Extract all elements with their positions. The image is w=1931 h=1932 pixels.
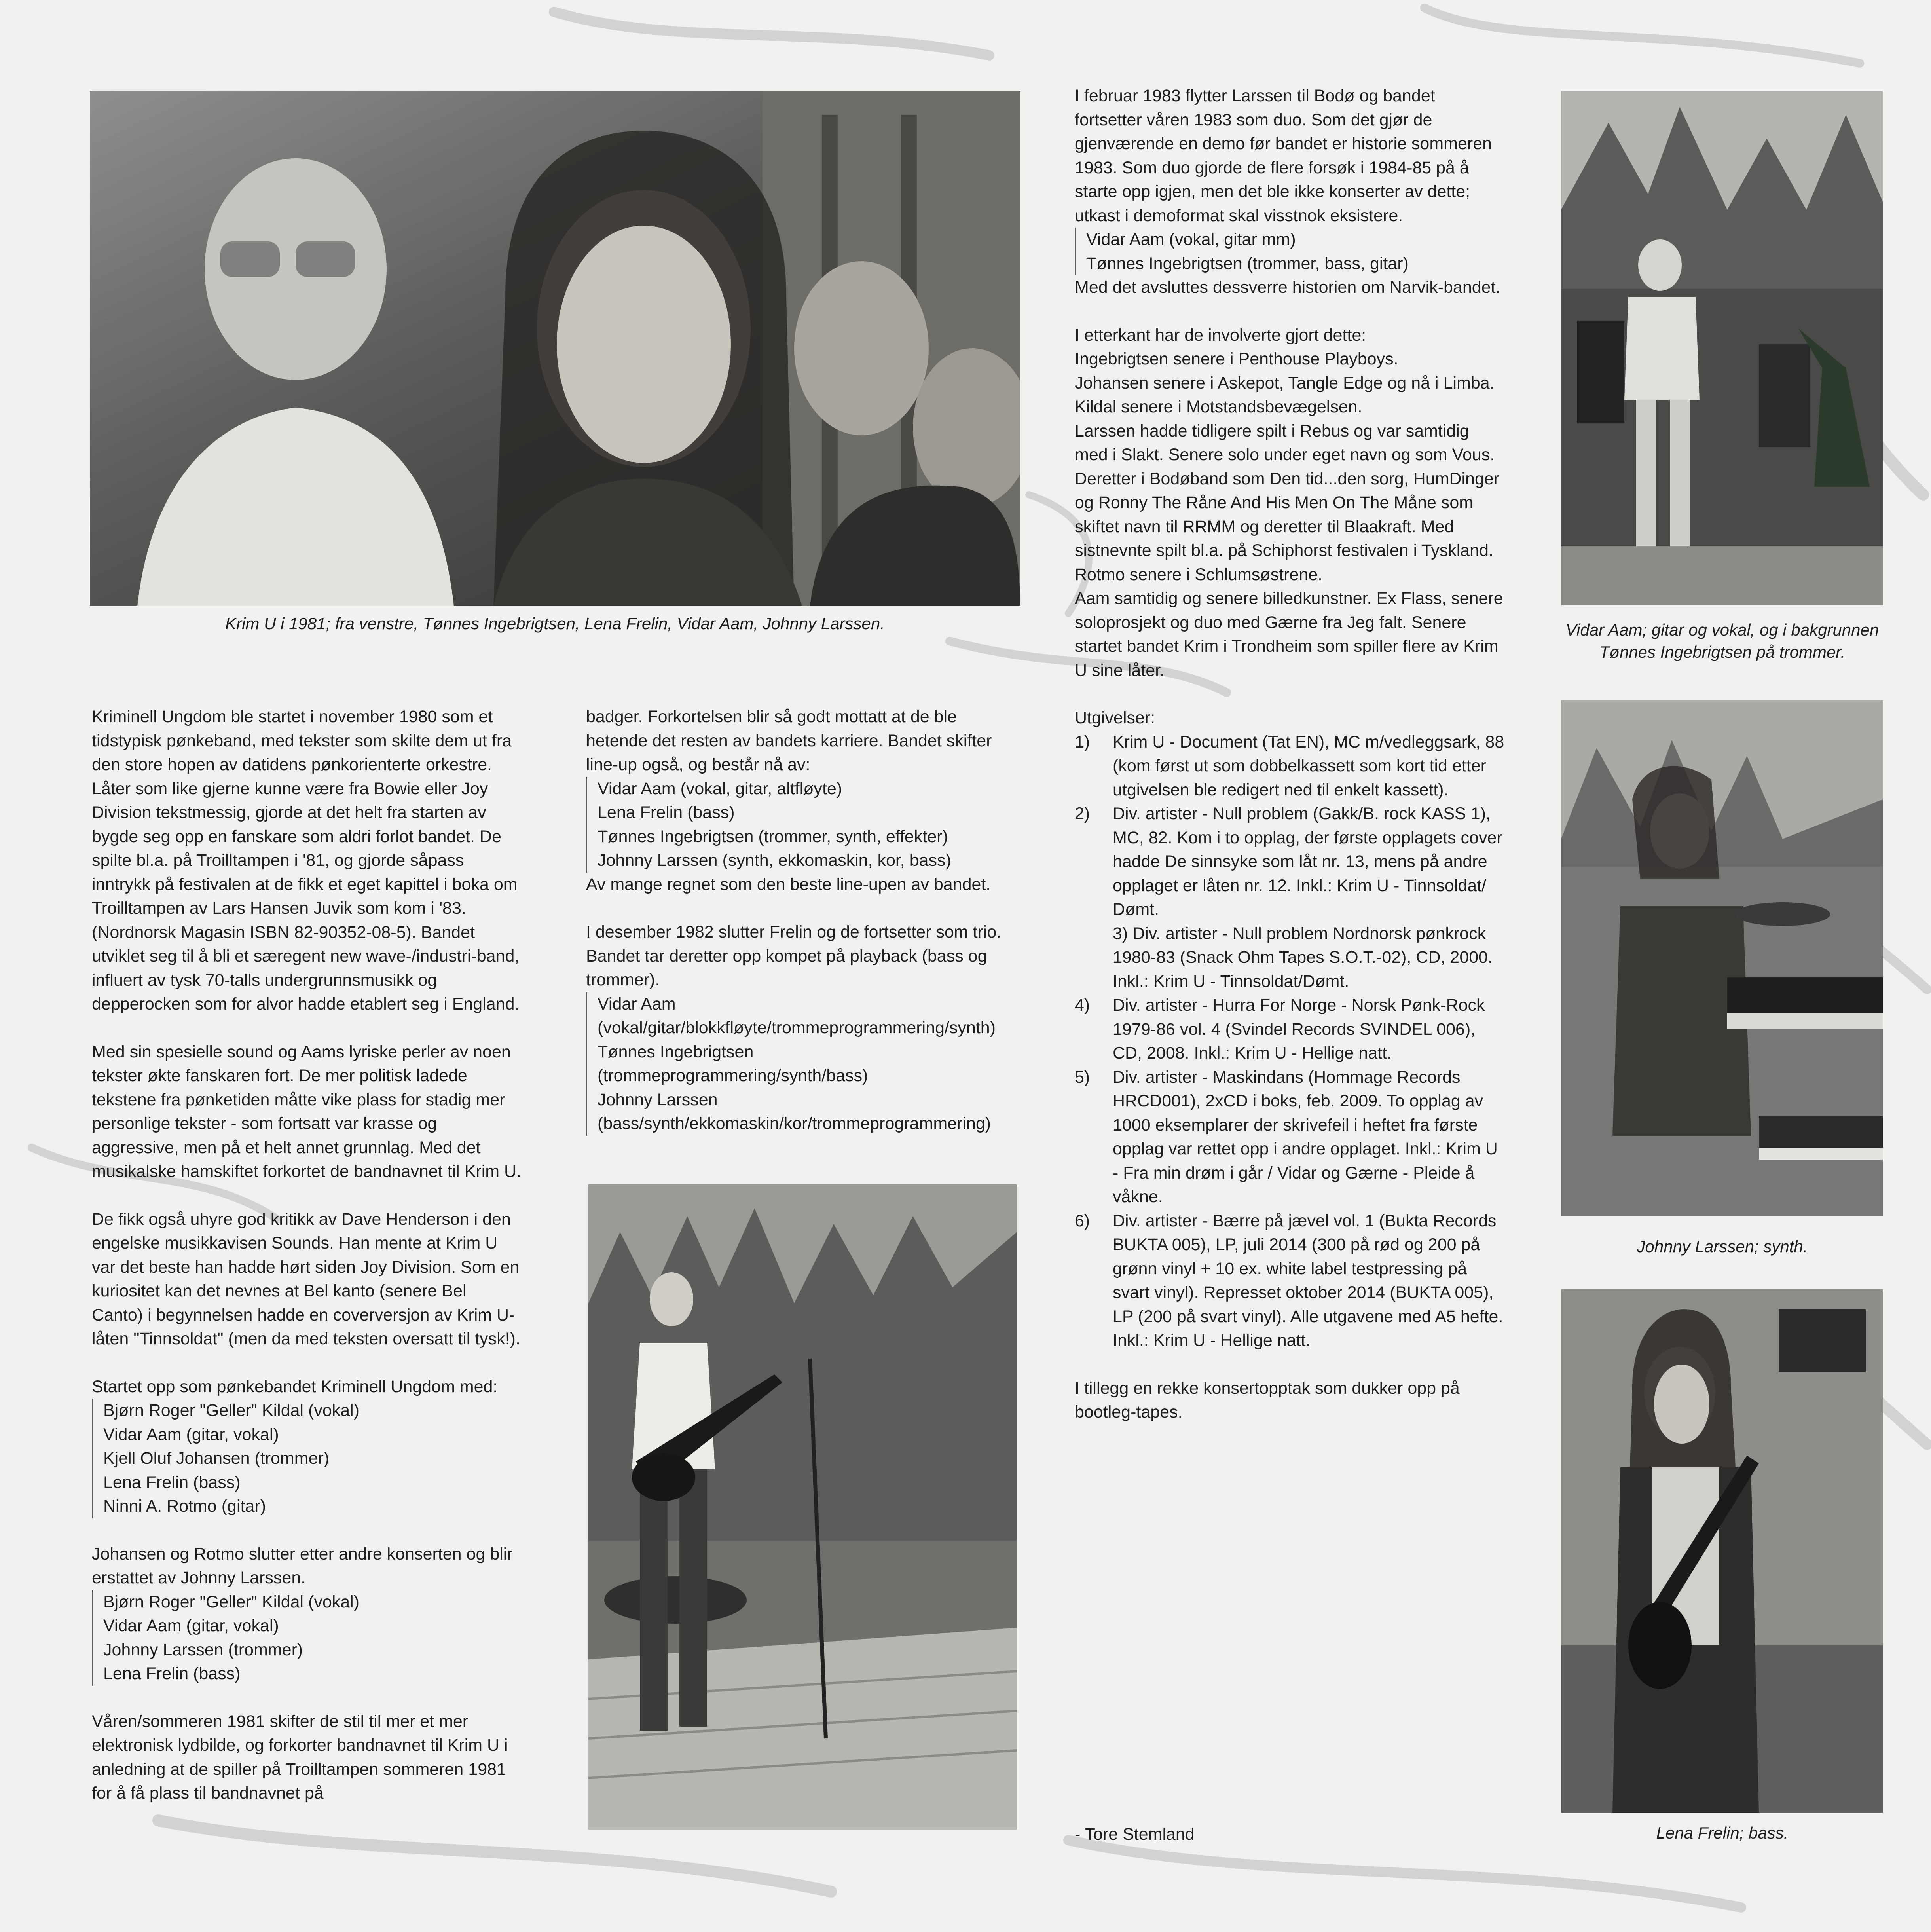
release-item: 2) Div. artister - Null problem (Gakk/B. rock KASS 1), MC, 82. Kom i to opplag, der første opplagets cover hadde De sinnsyke som låt nr. 13, mens på andre opplaget er låten nr. 12. Inkl.: Krim U - Tinnsoldat/ Dømt. (1075, 804, 1502, 919)
lineup-3-list (586, 777, 1017, 873)
lineup-1-list (92, 1399, 521, 1518)
lena-bass-photo (1561, 1289, 1883, 1813)
aftermath-line: Rotmo senere i Schlumsøstrene. (1075, 565, 1323, 584)
aftermath-line: Johansen senere i Askepot, Tangle Edge og nå i Limba. (1075, 373, 1495, 393)
history-end-note: Med det avsluttes dessverre historien om Narvik-bandet. (1075, 278, 1500, 297)
badges-paragraph: badger. Forkortelsen blir så godt mottatt at de ble hetende det resten av bandets karriere. Bandet skifter line-up også, og består nå av: (586, 707, 992, 774)
release-item: 6) Div. artister - Bærre på jævel vol. 1 (Bukta Records BUKTA 005), LP, juli 2014 (300 på rød og 200 på grønn vinyl + 10 ex. white label testpressing på svart vinyl). Represset oktober 2014 (BUKTA 005), LP (200 på svart vinyl). Alle utgavene med A5 hefte. Inkl.: Krim U - Hellige natt. (1075, 1211, 1503, 1350)
lineup-4-member: Vidar Aam (vokal/gitar/blokkfløyte/trommeprogrammering/synth) (598, 994, 996, 1037)
lineup-2-list (92, 1590, 521, 1686)
duo-paragraph: I februar 1983 flytter Larssen til Bodø og bandet fortsetter våren 1983 som duo. Som det gjør de gjenværende en demo før bandet er historie sommeren 1983. Som duo gjorde de flere forsøk i 1984-85 på å starte opp igjen, men det ble ikke konserter av dette; utkast i demoformat skal visstnok eksistere. (1075, 86, 1492, 225)
lineup-5-member: Vidar Aam (vokal, gitar mm) (1086, 230, 1296, 249)
guitarist-stage-photo (588, 1184, 1017, 1830)
aftermath-line: Larssen hadde tidligere spilt i Rebus og var samtidig med i Slakt. Senere solo under eget navn og som Vous. Deretter i Bodøband som Den tid...den sorg, HumDinger og Ronny The Råne And His Men On The Måne som skiftet navn til RRMM og deretter til Blaakraft. Med sistnevnte spilt bl.a. på Schiphorst festivalen i Tyskland. (1075, 421, 1500, 560)
release-item-nested: 3) Div. artister - Null problem Nordnorsk pønkrock 1980-83 (Snack Ohm Tapes S.O.T.-02), CD, 2000. Inkl.: Krim U - Tinnsoldat/Dømt. (1113, 924, 1493, 991)
author-signature: - Tore Stemland (1075, 1825, 1195, 1844)
lineup-5-list (1075, 228, 1506, 275)
lineup-4-member: Johnny Larssen (bass/synth/ekkomaskin/kor/trommeprogrammering) (598, 1090, 991, 1133)
lineup-3-member: Vidar Aam (vokal, gitar, altfløyte) (598, 779, 842, 798)
lineup-2-member: Vidar Aam (gitar, vokal) (103, 1616, 279, 1635)
article-column-3 (1075, 84, 1506, 1448)
release-item: 1) Krim U - Document (Tat EN), MC m/vedleggsark, 88 (kom først ut som dobbelkassett som kort tid etter utgivelsen ble redigert ned til enkelt kassett). (1075, 732, 1504, 799)
reviews-paragraph: De fikk også uhyre god kritikk av Dave Henderson i den engelske musikkavisen Sounds. Han mente at Krim U var det beste han hadde hørt siden Joy Division. Som en kuriositet kan det nevnes at Bel kanto (senere Bel Canto) i begynnelsen hadde en coverversjon av Krim U-låten "Tinnsoldat" (men da med teksten oversatt til tysk!). (92, 1209, 520, 1348)
aftermath-line: I etterkant har de involverte gjort dette: (1075, 325, 1366, 345)
sound-paragraph: Med sin spesielle sound og Aams lyriske perler av noen tekster økte fanskaren fort. De mer politisk ladede tekstene fra pønketiden måtte vike plass for stadig mer personlige tekster - som fortsatt var krasse og aggressive, men på et helt annet grunnlag. Med det musikalske hamskiftet forkortet de bandnavnet til (92, 1042, 511, 1181)
best-lineup-note: Av mange regnet som den beste line-upen av bandet. (586, 875, 991, 894)
aftermath-line: Ingebrigtsen senere i Penthouse Playboys. (1075, 349, 1398, 368)
aftermath-line: Kildal senere i Motstandsbevægelsen. (1075, 397, 1362, 416)
lineup-1-intro: Startet opp som pønkebandet Kriminell Ungdom med: (92, 1377, 498, 1396)
bootleg-paragraph: I tillegg en rekke konsertopptak som dukker opp på bootleg-tapes. (1075, 1378, 1460, 1421)
lineup-1-member: Ninni A. Rotmo (gitar) (103, 1497, 266, 1516)
vidar-stage-photo (1561, 91, 1883, 605)
lineup-3-member: Johnny Larssen (synth, ekkomaskin, kor, bass) (598, 851, 951, 870)
lineup-2-member: Lena Frelin (bass) (103, 1664, 241, 1683)
short-band-name: Krim U. (464, 1162, 522, 1181)
lineup-2-member: Bjørn Roger "Geller" Kildal (vokal) (103, 1592, 360, 1611)
article-column-2 (586, 705, 1017, 1160)
aftermath-line: Aam samtidig og senere billedkunstner. Ex Flass, senere soloprosjekt og duo med Gærne fra Jeg falt. Senere startet bandet Krim i Trondheim som spiller flere av Krim U sine låter. (1075, 589, 1503, 680)
lineup-1-member: Bjørn Roger "Geller" Kildal (vokal) (103, 1401, 360, 1420)
lineup-2-intro: Johansen og Rotmo slutter etter andre konserten og blir erstattet av Johnny Larssen. (92, 1544, 513, 1587)
lineup-4-member: Tønnes Ingebrigtsen (trommeprogrammering/synth/bass) (598, 1042, 868, 1085)
lineup-3-member: Lena Frelin (bass) (598, 803, 735, 822)
lineup-3-member: Tønnes Ingebrigtsen (trommer, synth, effekter) (598, 827, 948, 846)
lineup-1-member: Vidar Aam (gitar, vokal) (103, 1425, 279, 1444)
lena-photo-caption: Lena Frelin; bass. (1656, 1824, 1789, 1842)
lineup-1-member: Kjell Oluf Johansen (trommer) (103, 1449, 330, 1468)
lineup-5-member: Tønnes Ingebrigtsen (trommer, bass, gitar) (1086, 254, 1409, 273)
release-item: 5) Div. artister - Maskindans (Hommage Records HRCD001), 2xCD i boks, feb. 2009. To opplag av 1000 eksemplarer der skrivefeil i heftet fra første opplag var rettet opp i andre opplaget. Inkl.: Krim U - Fra min drøm i går / Vidar og Gærne - Pleide å våkne. (1075, 1067, 1498, 1206)
trio-paragraph: I desember 1982 slutter Frelin og de fortsetter som trio. Bandet tar deretter opp kompet på playback (bass og trommer). (586, 922, 1002, 989)
group-photo (90, 91, 1020, 606)
intro-paragraph: ble startet i november 1980 som et tidstypisk pønkeband, med tekster som skilte dem ut fra den store hopen av datidens pønkorienterte orkestre. Låter som like gjerne kunne være fra Bowie eller Joy Division tekstmessig, gjorde at det helt fra starten av bygde seg opp en fanskare som aldri forlot bandet. De spilte bl.a. på Troilltampen i '81, og gjorde såpass inntrykk på festivalen at de fikk et eget kapittel i boka om Troilltampen av Lars Hansen Juvik som kom i '83. (Nordnorsk Magasin ISBN 82-90352-08-5). Bandet utviklet seg til å bli et særegent new wave-/industri-band, influert av tysk 70-talls undergrunnsmusikk og depperocken som for alvor hadde etablert seg i England. (92, 707, 520, 1013)
band-name-lead: Kriminell Ungdom (92, 707, 226, 726)
lineup-4-list (586, 992, 1017, 1136)
johnny-synth-photo (1561, 700, 1883, 1216)
group-photo-caption: Krim U i 1981; fra venstre, Tønnes Ingebrigtsen, Lena Frelin, Vidar Aam, Johnny Larssen. (225, 614, 885, 633)
releases-heading: Utgivelser: (1075, 708, 1155, 727)
vidar-photo-caption: Vidar Aam; gitar og vokal, og i bakgrunnen Tønnes Ingebrigtsen på trommer. (1565, 621, 1879, 661)
lineup-1-member: Lena Frelin (bass) (103, 1473, 241, 1492)
article-column-1 (92, 705, 521, 1829)
release-item: 4) Div. artister - Hurra For Norge - Norsk Pønk-Rock 1979-86 vol. 4 (Svindel Records SVINDEL 006), CD, 2008. Inkl.: Krim U - Hellige natt. (1075, 996, 1485, 1063)
johnny-photo-caption: Johnny Larssen; synth. (1637, 1237, 1808, 1256)
lineup-2-member: Johnny Larssen (trommer) (103, 1640, 303, 1659)
style-change-paragraph: Våren/sommeren 1981 skifter de stil til mer et mer elektronisk lydbilde, og forkorter bandnavnet til Krim U i anledning at de spiller på Troilltampen sommeren 1981 for å få plass til bandnavnet på (92, 1712, 508, 1803)
